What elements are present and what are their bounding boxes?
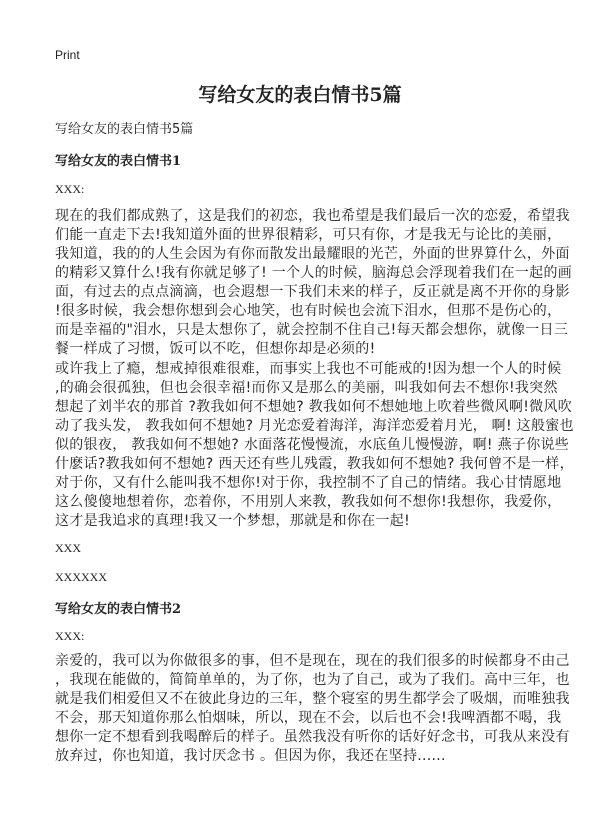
text-line: 面，有过去的点点滴滴，也会遐想一下我们未来的样子，反正就是离不开你的身影 — [55, 284, 570, 300]
text-line: 不会，那天知道你那么怕烟味，所以，现在不会，以后也不会!我啤酒都不喝，我 — [55, 710, 562, 726]
salutation-2: XXX: — [55, 629, 85, 643]
text-line: 餐一样成了习惯，饭可以不吃，但想你却是必须的! — [55, 341, 376, 357]
text-line: 的精彩又算什么!我有你就足够了! 一个人的时候，脑海总会浮现着我们在一起的画 — [55, 265, 573, 281]
paragraph-3 — [55, 652, 570, 766]
date-1: XXXXXX — [55, 570, 107, 584]
text-line: ，我现在能做的，简简单单的，为了你，也为了自己，或为了我们。高中三年，也 — [55, 672, 570, 688]
text-line: 或许我上了瘾，想戒掉很难很难，而事实上我也不可能戒的!因为想一个人的时候 — [55, 361, 562, 377]
print-link[interactable]: Print — [55, 48, 80, 62]
paragraph-2 — [55, 360, 574, 531]
section-heading-2: 写给女友的表白情书2 — [55, 602, 182, 617]
document-title: 写给女友的表白情书5篇 — [198, 84, 402, 106]
document-subtitle: 写给女友的表白情书5篇 — [55, 122, 194, 137]
text-line: 我知道，我的的人生会因为有你而散发出最耀眼的光芒，外面的世界算什么，外面 — [55, 246, 570, 262]
text-line: 而是幸福的"泪水，只是太想你了，就会控制不住自己!每天都会想你，就像一日三 — [55, 322, 569, 338]
paragraph-1 — [55, 207, 572, 359]
text-line: ,的确会很孤独，但也会很幸福!而你又是那么的美丽，叫我如何去不想你!我突然 — [55, 380, 558, 396]
text-line: 现在的我们都成熟了，这是我们的初恋，我也希望是我们最后一次的恋爱，希望我 — [55, 208, 570, 224]
salutation-1: XXX: — [55, 182, 85, 196]
text-line: 想起了刘半农的那首 ?教我如何不想她? 教我如何不想她地上吹着些微风啊!微风吹 — [55, 399, 573, 415]
text-line: 想你一定不想看到我喝醉后的样子。虽然我没有听你的话好好念书，可我从来没有 — [55, 729, 570, 745]
text-line: !很多时候，我会想你想到会心地笑，也有时候也会流下泪水，但那不是伤心的， — [55, 303, 562, 319]
text-line: 放弃过，你也知道，我讨厌念书 。但因为你，我还在坚持...... — [55, 748, 446, 764]
text-line: 对于你，又有什么能叫我不想你!对于你，我控制不了自己的情绪。我心甘情愿地 — [55, 475, 562, 491]
text-line: 们能一直走下去!我知道外面的世界很精彩，可只有你，才是我无与论比的美丽， — [55, 227, 562, 243]
text-line: 亲爱的，我可以为你做很多的事，但不是现在，现在的我们很多的时候都身不由己 — [55, 653, 570, 669]
text-line: 这么傻傻地想着你，恋着你，不用别人来教，教我如何不想你!我想你，我爱你， — [55, 494, 562, 510]
text-line: 什麽话?教我如何不想她? 西天还有些儿残霞，教我如何不想她? 我何曾不是一样， — [55, 456, 574, 472]
text-line: 动了我头发， 教我如何不想她? 月光恋爱着海洋，海洋恋爱着月光， 啊! 这般蜜也 — [55, 418, 574, 434]
section-heading-1: 写给女友的表白情书1 — [55, 154, 182, 169]
signature-1: XXX — [55, 541, 81, 555]
text-line: 这才是我追求的真理!我又一个梦想，那就是和你在一起! — [55, 513, 411, 529]
text-line: 似的银夜， 教我如何不想她? 水面落花慢慢流，水底鱼儿慢慢游，啊! 燕子你说些 — [55, 437, 570, 453]
text-line: 就是我们相爱但又不在彼此身边的三年，整个寝室的男生都学会了吸烟，而唯独我 — [55, 691, 570, 707]
